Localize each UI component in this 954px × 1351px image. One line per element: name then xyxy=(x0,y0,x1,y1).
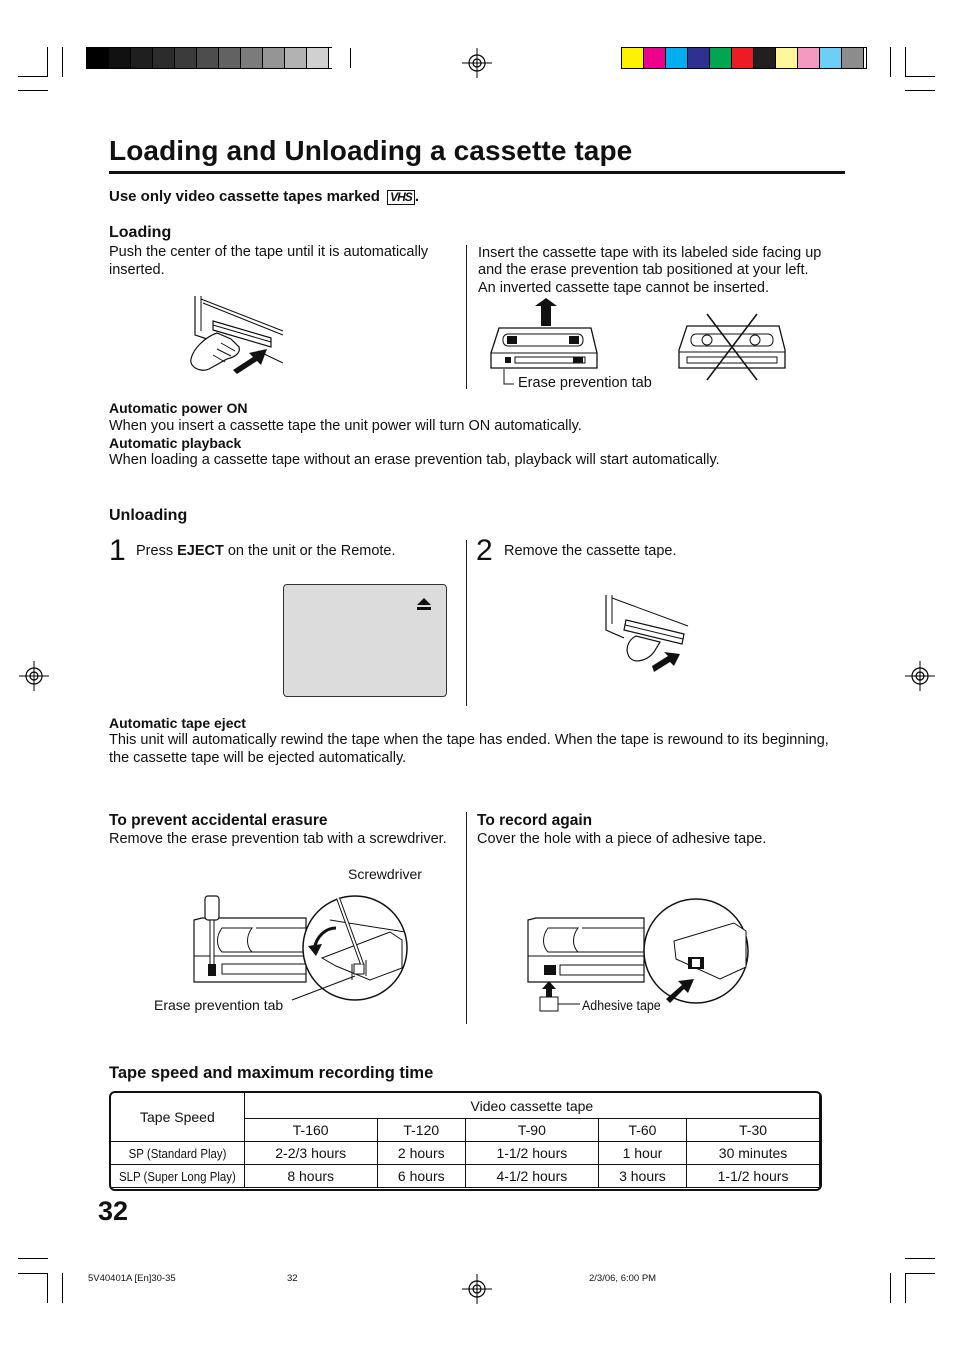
color-calibration-bar xyxy=(621,47,867,69)
remove-tape-illustration xyxy=(602,592,692,674)
unloading-heading: Unloading xyxy=(109,507,188,524)
prevent-erasure-heading: To prevent accidental erasure xyxy=(109,812,328,829)
column-divider-unloading xyxy=(466,540,467,706)
loading-right-text-1: Insert the cassette tape with its labeled side facing up xyxy=(478,245,822,261)
recording-time-cell: 1 hour xyxy=(598,1142,686,1165)
registration-target-left-icon xyxy=(19,661,49,691)
recording-time-cell: 30 minutes xyxy=(687,1142,820,1165)
auto-eject-text-1: This unit will automatically rewind the tape when the tape has ended. When the tape is rewound to its beginning, xyxy=(109,732,829,748)
tape-type-cell: T-30 xyxy=(687,1119,820,1142)
recording-time-cell: 1-1/2 hours xyxy=(687,1165,820,1188)
recording-time-table xyxy=(110,1092,820,1188)
prevent-erasure-text: Remove the erase prevention tab with a screwdriver. xyxy=(109,831,447,847)
step-1-text-pre: Press xyxy=(136,543,178,559)
page-number: 32 xyxy=(98,1196,129,1226)
tape-type-cell: T-120 xyxy=(377,1119,465,1142)
calibration-swatch xyxy=(219,48,241,68)
speed-label: SP (Standard Play) xyxy=(128,1146,227,1161)
calibration-swatch xyxy=(798,48,820,68)
calibration-swatch xyxy=(644,48,666,68)
calibration-swatch xyxy=(666,48,688,68)
calibration-swatch xyxy=(307,48,329,68)
tape-type-cell: T-90 xyxy=(465,1119,598,1142)
auto-power-text: When you insert a cassette tape the unit power will turn ON automatically. xyxy=(109,418,582,434)
calibration-swatch xyxy=(329,48,351,68)
calibration-swatch xyxy=(710,48,732,68)
recording-time-cell: 8 hours xyxy=(244,1165,377,1188)
calibration-swatch xyxy=(285,48,307,68)
screwdriver-illustration xyxy=(190,880,415,1005)
eject-screen-display xyxy=(283,584,447,697)
recording-time-cell: 3 hours xyxy=(598,1165,686,1188)
erase-tab-label-loading: Erase prevention tab xyxy=(518,375,652,391)
footer-center: 32 xyxy=(287,1273,298,1284)
eject-icon xyxy=(416,597,432,611)
column-divider xyxy=(466,245,467,389)
screwdriver-label: Screwdriver xyxy=(348,866,422,882)
recording-time-cell: 6 hours xyxy=(377,1165,465,1188)
recording-time-cell: 2 hours xyxy=(377,1142,465,1165)
calibration-swatch xyxy=(754,48,776,68)
page-title: Loading and Unloading a cassette tape xyxy=(109,135,633,166)
adhesive-tape-illustration xyxy=(524,895,754,1015)
calibration-swatch xyxy=(153,48,175,68)
grayscale-calibration-bar xyxy=(86,47,332,69)
auto-playback-text: When loading a cassette tape without an erase prevention tab, playback will start automatically. xyxy=(109,452,720,468)
push-tape-illustration xyxy=(183,293,288,378)
tape-speed-header: Tape Speed xyxy=(111,1093,245,1142)
auto-playback-heading: Automatic playback xyxy=(109,435,242,451)
auto-eject-heading: Automatic tape eject xyxy=(109,715,246,731)
calibration-swatch xyxy=(87,48,109,68)
video-cassette-header: Video cassette tape xyxy=(244,1093,819,1119)
auto-power-heading: Automatic power ON xyxy=(109,400,248,416)
title-rule xyxy=(109,171,845,174)
vhs-logo-icon: VHS xyxy=(387,190,415,205)
record-again-heading: To record again xyxy=(477,812,593,829)
calibration-swatch xyxy=(197,48,219,68)
intro-end: . xyxy=(414,188,419,205)
tape-type-cell: T-60 xyxy=(598,1119,686,1142)
step-1-text xyxy=(136,543,396,561)
calibration-swatch xyxy=(776,48,798,68)
recording-time-cell: 4-1/2 hours xyxy=(465,1165,598,1188)
calibration-swatch xyxy=(688,48,710,68)
calibration-swatch xyxy=(263,48,285,68)
loading-right-text-2: and the erase prevention tab positioned at your left. xyxy=(478,262,809,278)
speed-cell xyxy=(111,1142,245,1165)
step-1-text-post: on the unit or the Remote. xyxy=(223,543,396,559)
recording-time-cell: 1-1/2 hours xyxy=(465,1142,598,1165)
calibration-swatch xyxy=(622,48,644,68)
speed-label: SLP (Super Long Play) xyxy=(118,1169,236,1184)
calibration-swatch xyxy=(820,48,842,68)
calibration-swatch xyxy=(175,48,197,68)
step-2-number: 2 xyxy=(476,534,493,567)
footer-left: 5V40401A [En]30-35 xyxy=(88,1273,176,1284)
loading-heading: Loading xyxy=(109,224,172,241)
adhesive-tape-label: Adhesive tape xyxy=(582,998,661,1013)
recording-time-cell: 2-2/3 hours xyxy=(244,1142,377,1165)
calibration-swatch xyxy=(131,48,153,68)
calibration-swatch xyxy=(842,48,864,68)
loading-right-text-3: An inverted cassette tape cannot be inserted. xyxy=(478,280,769,296)
eject-label: EJECT xyxy=(177,543,224,559)
cassette-inverted-crossed-illustration xyxy=(677,312,789,382)
speed-cell xyxy=(111,1165,245,1188)
loading-left-text: Push the center of the tape until it is automatically inserted. xyxy=(109,244,429,278)
table-heading: Tape speed and maximum recording time xyxy=(109,1064,434,1082)
calibration-swatch xyxy=(732,48,754,68)
footer-right: 2/3/06, 6:00 PM xyxy=(589,1273,657,1284)
intro-line xyxy=(109,188,419,205)
calibration-swatch xyxy=(109,48,131,68)
step-2-text: Remove the cassette tape. xyxy=(504,543,677,559)
calibration-swatch xyxy=(241,48,263,68)
registration-target-bottom-icon xyxy=(462,1274,492,1304)
erase-tab-label-prevent: Erase prevention tab xyxy=(154,997,284,1013)
auto-eject-text-2: the cassette tape will be ejected automatically. xyxy=(109,750,407,766)
step-1-number: 1 xyxy=(109,534,126,567)
registration-target-right-icon xyxy=(905,661,935,691)
intro-text: Use only video cassette tapes marked xyxy=(109,188,380,205)
recording-time-table-frame xyxy=(109,1091,822,1191)
column-divider-erasure xyxy=(466,812,467,1024)
tape-type-cell: T-160 xyxy=(244,1119,377,1142)
record-again-text: Cover the hole with a piece of adhesive tape. xyxy=(477,831,767,847)
registration-target-top-icon xyxy=(462,48,492,78)
